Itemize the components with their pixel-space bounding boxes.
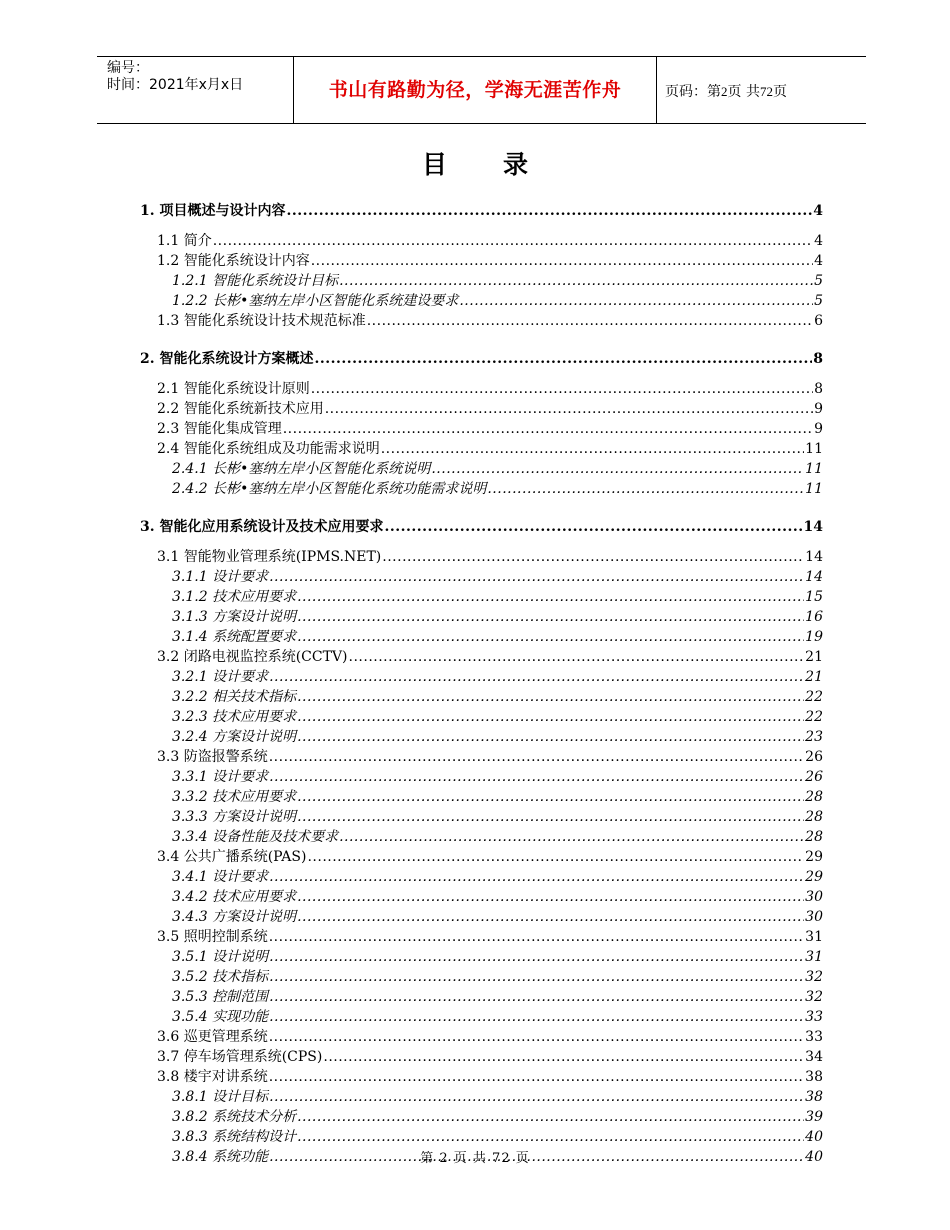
toc-leader-dots bbox=[213, 232, 813, 250]
toc-entry-page: 8 bbox=[813, 351, 823, 367]
toc-entry-title: 1.2.1 智能化系统设计目标 bbox=[172, 273, 339, 289]
toc-entry-title: 3.1 智能物业管理系统(IPMS.NET) bbox=[157, 549, 382, 565]
toc-entry-page: 28 bbox=[805, 829, 823, 845]
toc-entry[interactable] bbox=[172, 460, 823, 478]
toc-entry-title: 3.3.1 设计要求 bbox=[172, 769, 269, 785]
toc-entry-page: 9 bbox=[814, 401, 823, 417]
toc-entry-page: 14 bbox=[803, 519, 823, 535]
toc-entry-title: 3.3.4 设备性能及技术要求 bbox=[172, 829, 339, 845]
toc-entry-page: 6 bbox=[814, 313, 823, 329]
page-label-mid: 页 共 bbox=[727, 84, 760, 100]
toc-entry-title: 1.3 智能化系统设计技术规范标准 bbox=[157, 313, 366, 329]
toc-leader-dots bbox=[297, 1128, 804, 1146]
toc-entry-page: 31 bbox=[805, 949, 823, 965]
toc-entry[interactable] bbox=[172, 708, 823, 726]
toc-entry-title: 3.2 闭路电视监控系统(CCTV) bbox=[157, 649, 348, 665]
page-footer: 第 2 页 共 72 页 bbox=[420, 1151, 530, 1166]
toc-entry[interactable] bbox=[172, 868, 823, 886]
toc-leader-dots bbox=[297, 628, 804, 646]
toc-leader-dots bbox=[349, 648, 805, 666]
toc-entry-page: 15 bbox=[805, 589, 823, 605]
toc-entry-title: 2.4 智能化系统组成及功能需求说明 bbox=[157, 441, 380, 457]
toc-entry[interactable] bbox=[157, 232, 823, 250]
toc-entry[interactable] bbox=[172, 588, 823, 606]
toc-entry-page: 21 bbox=[805, 669, 823, 685]
toc-entry[interactable] bbox=[172, 568, 823, 586]
toc-entry[interactable] bbox=[140, 350, 823, 368]
toc-entry-page: 22 bbox=[805, 709, 823, 725]
toc-entry-title: 1. 项目概述与设计内容 bbox=[140, 203, 286, 219]
toc-entry[interactable] bbox=[157, 1048, 823, 1066]
toc-entry-page: 26 bbox=[805, 749, 823, 765]
toc-entry-page: 32 bbox=[805, 989, 823, 1005]
toc-entry-title: 3.6 巡更管理系统 bbox=[157, 1029, 268, 1045]
toc-entry-title: 3. 智能化应用系统设计及技术应用要求 bbox=[140, 519, 384, 535]
toc-entry-title: 3.2.2 相关技术指标 bbox=[172, 689, 297, 705]
toc-entry-title: 3.8.4 系统功能 bbox=[172, 1149, 269, 1165]
toc-entry-title: 2.1 智能化系统设计原则 bbox=[157, 381, 310, 397]
toc-entry[interactable] bbox=[172, 480, 823, 498]
toc-leader-dots bbox=[269, 1088, 804, 1106]
toc-entry-title: 3.8.1 设计目标 bbox=[172, 1089, 269, 1105]
toc-entry-page: 40 bbox=[805, 1129, 823, 1145]
toc-entry-title: 3.4.2 技术应用要求 bbox=[172, 889, 297, 905]
toc-entry-title: 3.4.3 方案设计说明 bbox=[172, 909, 297, 925]
toc-entry[interactable] bbox=[172, 968, 823, 986]
toc-entry[interactable] bbox=[172, 668, 823, 686]
toc-entry[interactable] bbox=[172, 948, 823, 966]
toc-entry[interactable] bbox=[172, 608, 823, 626]
toc-leader-dots bbox=[269, 988, 804, 1006]
toc-entry-title: 3.1.3 方案设计说明 bbox=[172, 609, 297, 625]
toc-leader-dots bbox=[297, 608, 804, 626]
toc-entry-title: 3.4.1 设计要求 bbox=[172, 869, 269, 885]
toc-entry[interactable] bbox=[157, 380, 823, 398]
toc-entry[interactable] bbox=[172, 1108, 823, 1126]
toc-entry[interactable] bbox=[157, 748, 823, 766]
toc-entry[interactable] bbox=[172, 292, 823, 310]
toc-leader-dots bbox=[269, 968, 804, 986]
toc-entry-page: 5 bbox=[814, 293, 823, 309]
toc-entry-title: 3.7 停车场管理系统(CPS) bbox=[157, 1049, 323, 1065]
toc-entry-page: 38 bbox=[805, 1089, 823, 1105]
toc-entry[interactable] bbox=[172, 1128, 823, 1146]
toc-leader-dots bbox=[297, 588, 804, 606]
toc-leader-dots bbox=[487, 480, 804, 498]
toc-entry[interactable] bbox=[172, 1088, 823, 1106]
toc-entry-page: 28 bbox=[805, 789, 823, 805]
toc-entry-title: 2. 智能化系统设计方案概述 bbox=[140, 351, 314, 367]
toc-entry[interactable] bbox=[172, 272, 823, 290]
toc-entry-title: 3.2.4 方案设计说明 bbox=[172, 729, 297, 745]
toc-entry-title: 2.3 智能化集成管理 bbox=[157, 421, 282, 437]
toc-entry[interactable] bbox=[172, 728, 823, 746]
toc-entry-title: 3.3.3 方案设计说明 bbox=[172, 809, 297, 825]
page-total: 72 bbox=[759, 84, 773, 99]
toc-entry-title: 3.1.4 系统配置要求 bbox=[172, 629, 297, 645]
toc-entry-title: 3.4 公共广播系统(PAS) bbox=[157, 849, 307, 865]
toc-entry-page: 33 bbox=[805, 1029, 823, 1045]
toc-leader-dots bbox=[339, 272, 813, 290]
toc-entry-page: 11 bbox=[805, 461, 823, 477]
title-left-char: 目 bbox=[421, 150, 447, 179]
toc-entry-page: 16 bbox=[805, 609, 823, 625]
toc-entry-title: 3.3.2 技术应用要求 bbox=[172, 789, 297, 805]
toc-entry-title: 3.3 防盗报警系统 bbox=[157, 749, 268, 765]
page-label-prefix: 页码：第 bbox=[665, 84, 721, 100]
toc-leader-dots bbox=[269, 768, 804, 786]
toc-entry[interactable] bbox=[140, 518, 823, 536]
toc-leader-dots bbox=[311, 380, 813, 398]
toc-entry[interactable] bbox=[172, 888, 823, 906]
toc-entry-page: 21 bbox=[805, 649, 823, 665]
page-label-suffix: 页 bbox=[772, 84, 787, 100]
toc-entry-page: 14 bbox=[805, 549, 823, 565]
toc-entry[interactable] bbox=[157, 548, 823, 566]
toc-entry-title: 1.2 智能化系统设计内容 bbox=[157, 253, 310, 269]
document-code-label: 编号： bbox=[107, 60, 149, 76]
toc-entry-title: 3.2.1 设计要求 bbox=[172, 669, 269, 685]
toc-leader-dots bbox=[382, 548, 804, 566]
toc-leader-dots bbox=[269, 868, 804, 886]
toc-leader-dots bbox=[325, 400, 813, 418]
toc-leader-dots bbox=[269, 568, 804, 586]
toc-leader-dots bbox=[315, 350, 813, 368]
toc-entry[interactable] bbox=[157, 420, 823, 438]
toc-entry-title: 3.5 照明控制系统 bbox=[157, 929, 268, 945]
toc-entry-page: 29 bbox=[805, 869, 823, 885]
toc-entry-title: 2.4.2 长彬•塞纳左岸小区智能化系统功能需求说明 bbox=[172, 481, 487, 497]
toc-entry[interactable] bbox=[172, 808, 823, 826]
toc-entry[interactable] bbox=[157, 928, 823, 946]
toc-entry-title: 3.5.2 技术指标 bbox=[172, 969, 269, 985]
toc-entry[interactable] bbox=[172, 688, 823, 706]
toc-entry-page: 26 bbox=[805, 769, 823, 785]
toc-entry[interactable] bbox=[157, 848, 823, 866]
toc-leader-dots bbox=[283, 420, 813, 438]
toc-leader-dots bbox=[269, 948, 804, 966]
toc-leader-dots bbox=[269, 668, 804, 686]
toc-entry-page: 23 bbox=[805, 729, 823, 745]
toc-entry[interactable] bbox=[172, 988, 823, 1006]
toc-entry-page: 40 bbox=[805, 1149, 823, 1165]
toc-leader-dots bbox=[459, 292, 813, 310]
toc-entry-title: 3.8.2 系统技术分析 bbox=[172, 1109, 297, 1125]
toc-entry-title: 3.5.4 实现功能 bbox=[172, 1009, 269, 1025]
toc-entry-title: 1.1 简介 bbox=[157, 233, 212, 249]
toc-entry-title: 3.5.3 控制范围 bbox=[172, 989, 269, 1005]
toc-entry-page: 34 bbox=[805, 1049, 823, 1065]
toc-leader-dots bbox=[297, 808, 804, 826]
toc-entry-page: 14 bbox=[805, 569, 823, 585]
page-current: 2 bbox=[721, 84, 728, 99]
toc-entry-page: 9 bbox=[814, 421, 823, 437]
toc-entry[interactable] bbox=[172, 908, 823, 926]
toc-leader-dots bbox=[367, 312, 813, 330]
toc-leader-dots bbox=[311, 252, 813, 270]
toc-leader-dots bbox=[297, 1108, 804, 1126]
toc-leader-dots bbox=[297, 888, 804, 906]
header-motto: 书山有路勤为径，学海无涯苦作舟 bbox=[328, 79, 622, 101]
toc-leader-dots bbox=[297, 788, 804, 806]
toc-entry[interactable] bbox=[157, 312, 823, 330]
toc-entry-title: 3.5.1 设计说明 bbox=[172, 949, 269, 965]
toc-entry-title: 3.8 楼宇对讲系统 bbox=[157, 1069, 268, 1085]
toc-entry[interactable] bbox=[157, 440, 823, 458]
toc-entry-page: 29 bbox=[805, 849, 823, 865]
document-time: 时间：2021年x月x日 bbox=[107, 77, 244, 93]
toc-leader-dots bbox=[381, 440, 804, 458]
toc-entry-page: 19 bbox=[805, 629, 823, 645]
toc-leader-dots bbox=[269, 1068, 804, 1086]
toc-entry[interactable] bbox=[172, 788, 823, 806]
toc-entry-page: 8 bbox=[814, 381, 823, 397]
toc-entry-title: 3.1.1 设计要求 bbox=[172, 569, 269, 585]
toc-entry-page: 28 bbox=[805, 809, 823, 825]
toc-entry-page: 11 bbox=[805, 481, 823, 497]
toc-entry-title: 3.1.2 技术应用要求 bbox=[172, 589, 297, 605]
toc-leader-dots bbox=[323, 1048, 804, 1066]
toc-entry[interactable] bbox=[172, 628, 823, 646]
toc-leader-dots bbox=[269, 928, 804, 946]
toc-entry-page: 22 bbox=[805, 689, 823, 705]
toc-entry-page: 33 bbox=[805, 1009, 823, 1025]
toc-entry-page: 39 bbox=[805, 1109, 823, 1125]
toc-entry-page: 4 bbox=[814, 253, 823, 269]
toc-entry[interactable] bbox=[157, 252, 823, 270]
toc-entry[interactable] bbox=[157, 1028, 823, 1046]
toc-entry-title: 3.8.3 系统结构设计 bbox=[172, 1129, 297, 1145]
toc-entry[interactable] bbox=[172, 1008, 823, 1026]
toc-entry[interactable] bbox=[157, 400, 823, 418]
toc-leader-dots bbox=[431, 460, 804, 478]
toc-entry-page: 38 bbox=[805, 1069, 823, 1085]
toc-entry[interactable] bbox=[157, 1068, 823, 1086]
toc-entry-page: 32 bbox=[805, 969, 823, 985]
toc-entry-page: 4 bbox=[813, 203, 823, 219]
toc-leader-dots bbox=[339, 828, 804, 846]
toc-entry-page: 30 bbox=[805, 909, 823, 925]
toc-entry-page: 30 bbox=[805, 889, 823, 905]
toc-entry-page: 5 bbox=[814, 273, 823, 289]
toc-leader-dots bbox=[297, 908, 804, 926]
toc-leader-dots bbox=[287, 202, 813, 220]
toc-leader-dots bbox=[297, 728, 804, 746]
toc-leader-dots bbox=[297, 708, 804, 726]
toc-leader-dots bbox=[297, 688, 804, 706]
toc-entry[interactable] bbox=[172, 828, 823, 846]
toc-leader-dots bbox=[269, 748, 804, 766]
toc-leader-dots bbox=[385, 518, 803, 536]
toc-entry-title: 2.2 智能化系统新技术应用 bbox=[157, 401, 324, 417]
toc-entry[interactable] bbox=[157, 648, 823, 666]
toc-entry-title: 1.2.2 长彬•塞纳左岸小区智能化系统建设要求 bbox=[172, 293, 459, 309]
toc-leader-dots bbox=[269, 1008, 804, 1026]
toc-entry[interactable] bbox=[172, 768, 823, 786]
title-right-char: 录 bbox=[503, 150, 529, 179]
toc-leader-dots bbox=[307, 848, 804, 866]
toc-leader-dots bbox=[269, 1028, 804, 1046]
toc-entry-page: 11 bbox=[805, 441, 823, 457]
toc-entry[interactable] bbox=[140, 202, 823, 220]
toc-entry-title: 3.2.3 技术应用要求 bbox=[172, 709, 297, 725]
toc-entry-page: 31 bbox=[805, 929, 823, 945]
toc-entry-page: 4 bbox=[814, 233, 823, 249]
toc-entry-title: 2.4.1 长彬•塞纳左岸小区智能化系统说明 bbox=[172, 461, 431, 477]
